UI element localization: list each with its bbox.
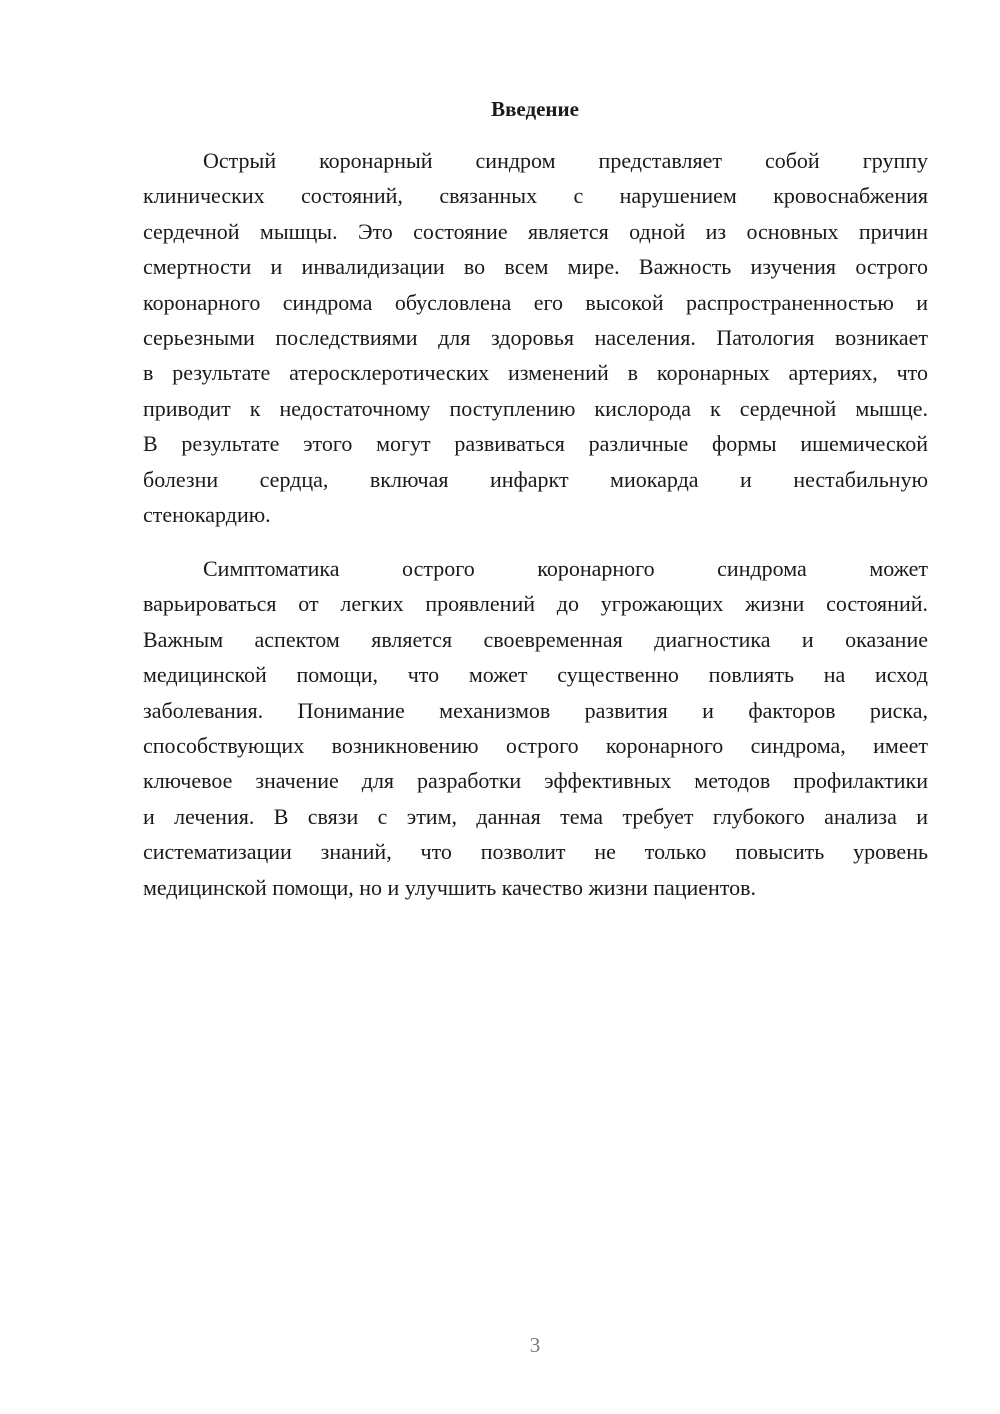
text-line: систематизации знаний, что позволит не только повысить уровень bbox=[143, 839, 928, 865]
text-line: приводит к недостаточному поступлению кислорода к сердечной мышце. bbox=[143, 395, 928, 421]
text-line: Симптоматика острого коронарного синдрома может bbox=[203, 556, 928, 581]
text-line: смертности и инвалидизации во всем мире. Важность изучения острого bbox=[143, 254, 928, 280]
paragraph-1 bbox=[143, 143, 928, 532]
text-line: ключевое значение для разработки эффективных методов профилактики bbox=[143, 768, 928, 794]
text-line: и лечения. В связи с этим, данная тема требует глубокого анализа и bbox=[143, 803, 928, 829]
text-line: клинических состояний, связанных с нарушением кровоснабжения bbox=[143, 183, 928, 209]
page-number: 3 bbox=[529, 1333, 541, 1357]
text-line: стенокардию. bbox=[143, 501, 271, 527]
text-line: заболевания. Понимание механизмов развития и факторов риска, bbox=[143, 697, 928, 723]
text-line: болезни сердца, включая инфаркт миокарда и нестабильную bbox=[143, 466, 928, 492]
section-heading: Введение bbox=[491, 97, 579, 121]
text-line: варьироваться от легких проявлений до угрожающих жизни состояний. bbox=[143, 591, 928, 617]
paragraph-2 bbox=[143, 551, 928, 905]
text-line: коронарного синдрома обусловлена его высокой распространенностью и bbox=[143, 289, 928, 315]
text-line: сердечной мышцы. Это состояние является одной из основных причин bbox=[143, 218, 928, 244]
text-line: Важным аспектом является своевременная диагностика и оказание bbox=[143, 626, 928, 652]
text-line: в результате атеросклеротических изменений в коронарных артериях, что bbox=[143, 360, 928, 386]
text-line: Острый коронарный синдром представляет собой группу bbox=[203, 148, 928, 173]
text-line: способствующих возникновению острого коронарного синдрома, имеет bbox=[143, 732, 928, 758]
text-line: медицинской помощи, но и улучшить качество жизни пациентов. bbox=[143, 874, 757, 900]
text-line: серьезными последствиями для здоровья населения. Патология возникает bbox=[143, 324, 928, 350]
text-line: медицинской помощи, что может существенно повлиять на исход bbox=[143, 662, 928, 688]
text-line: В результате этого могут развиваться различные формы ишемической bbox=[143, 431, 928, 457]
